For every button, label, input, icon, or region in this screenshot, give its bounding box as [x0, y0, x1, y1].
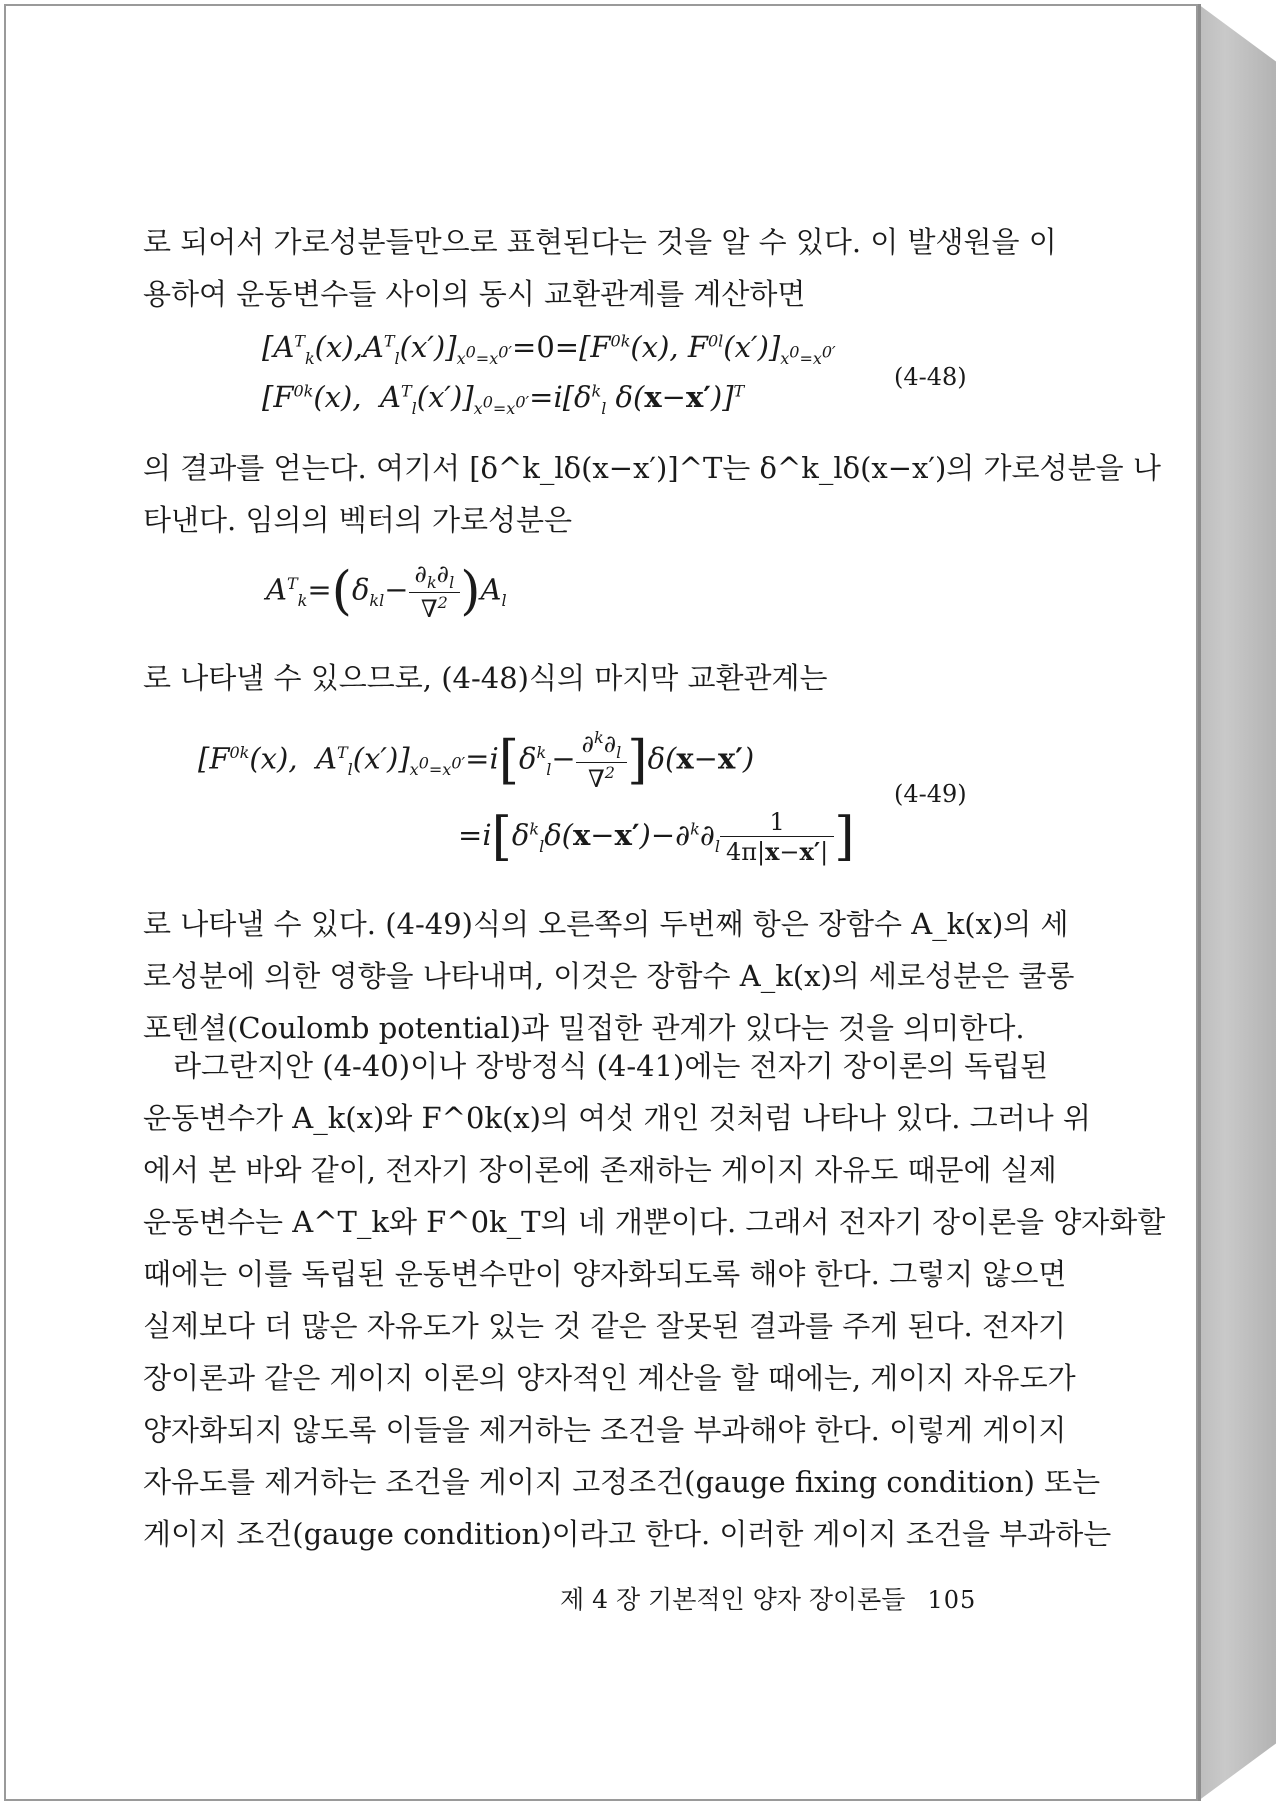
text-line: 때에는 이를 독립된 운동변수만이 양자화되도록 해야 한다. 그렇지 않으면	[143, 1257, 1067, 1291]
paragraph-transverse	[143, 442, 1161, 546]
equation-4-48-line-1: $[A^T_k(x),A^T_l(x')]_{x^0=x^{0'}}=0=[F^{0k}(x)$, $F^{0l}(x')]_{x^0=x^{0'}}$	[262, 330, 836, 368]
equation-number-4-49: (4-49)	[894, 780, 967, 808]
text-line: 자유도를 제거하는 조건을 게이지 고정조건(gauge fixing condition) 또는	[143, 1465, 1101, 1499]
text-line: 로성분에 의한 영향을 나타내며, 이것은 장함수 A_k(x)의 세로성분은 쿨롱	[143, 959, 1075, 993]
text-line: 로 나타낼 수 있으므로, (4-48)식의 마지막 교환관계는	[143, 661, 828, 695]
text-line: 에서 본 바와 같이, 전자기 장이론에 존재하는 게이지 자유도 때문에 실제	[143, 1153, 1057, 1187]
equation-transverse-component: $A^T_k=(\delta_{kl}-$ $\frac{\partial_k\partial_l}{\nabla^2}$ )$A_l$	[266, 560, 507, 623]
chapter-title: 제 4 장 기본적인 양자 장이론들	[560, 1585, 906, 1614]
text-line: 운동변수가 A_k(x)와 F^0k(x)의 여섯 개인 것처럼 나타나 있다. 그러나 위	[143, 1101, 1091, 1135]
text-line: 운동변수는 A^T_k와 F^0k_T의 네 개뿐이다. 그래서 전자기 장이론을 양자화할	[143, 1205, 1166, 1239]
text-line: 장이론과 같은 게이지 이론의 양자적인 계산을 할 때에는, 게이지 자유도가	[143, 1361, 1076, 1395]
text-line: 라그란지안 (4-40)이나 장방정식 (4-41)에는 전자기 장이론의 독립된	[173, 1049, 1049, 1083]
page-footer	[560, 1580, 976, 1616]
text-line: 실제보다 더 많은 자유도가 있는 것 같은 잘못된 결과를 주게 된다. 전자기	[143, 1309, 1067, 1343]
text-line: 양자화되지 않도록 이들을 제거하는 조건을 부과해야 한다. 이렇게 게이지	[143, 1413, 1067, 1447]
text-line: 의 결과를 얻는다. 여기서 [δ^k_lδ(x−x′)]^T는 δ^k_lδ(x−x′)의 가로성분을 나	[143, 451, 1161, 485]
equation-4-48-line-2: [$F^{0k}(x)$, $A^T_l(x')]_{x^0=x^{0'}}=i[\delta^k_l$ δ(x−x′)]$^T$	[262, 380, 745, 418]
equation-4-49-line-2: $=i[\delta^k_l\delta(x-x')-\partial^k\partial_l$ $\frac{1}{4\pi|x-x'|}$ ]	[458, 807, 855, 867]
paragraph-longitudinal	[143, 898, 1075, 1054]
equation-4-49-line-1: [$F^{0k}(x)$, $A^T_l(x')]_{x^0=x^{0'}}=i[\delta^k_l-$ $\frac{\partial^k\partial_l}{\nabla^2}$ ]δ(x−x′)	[198, 728, 755, 793]
text-line: 게이지 조건(gauge condition)이라고 한다. 이러한 게이지 조건을 부과하는	[143, 1517, 1112, 1551]
text-line: 로 나타낼 수 있다. (4-49)식의 오른쪽의 두번째 항은 장함수 A_k(x)의 세	[143, 907, 1069, 941]
text-line: 포텐셜(Coulomb potential)과 밀접한 관계가 있다는 것을 의미한다.	[143, 1011, 1025, 1045]
text-line: 용하여 운동변수들 사이의 동시 교환관계를 계산하면	[143, 277, 806, 311]
paragraph-gauge-condition	[143, 1040, 1166, 1560]
text-line: 타낸다. 임의의 벡터의 가로성분은	[143, 503, 573, 537]
book-spine	[1198, 4, 1276, 1801]
equation-number-4-48: (4-48)	[894, 363, 967, 391]
paragraph-intro	[143, 216, 1057, 320]
text-line: 로 되어서 가로성분들만으로 표현된다는 것을 알 수 있다. 이 발생원을 이	[143, 225, 1057, 259]
page-number: 105	[927, 1586, 977, 1614]
page-edge	[1198, 4, 1201, 1801]
paragraph-last-commutator	[143, 652, 993, 704]
